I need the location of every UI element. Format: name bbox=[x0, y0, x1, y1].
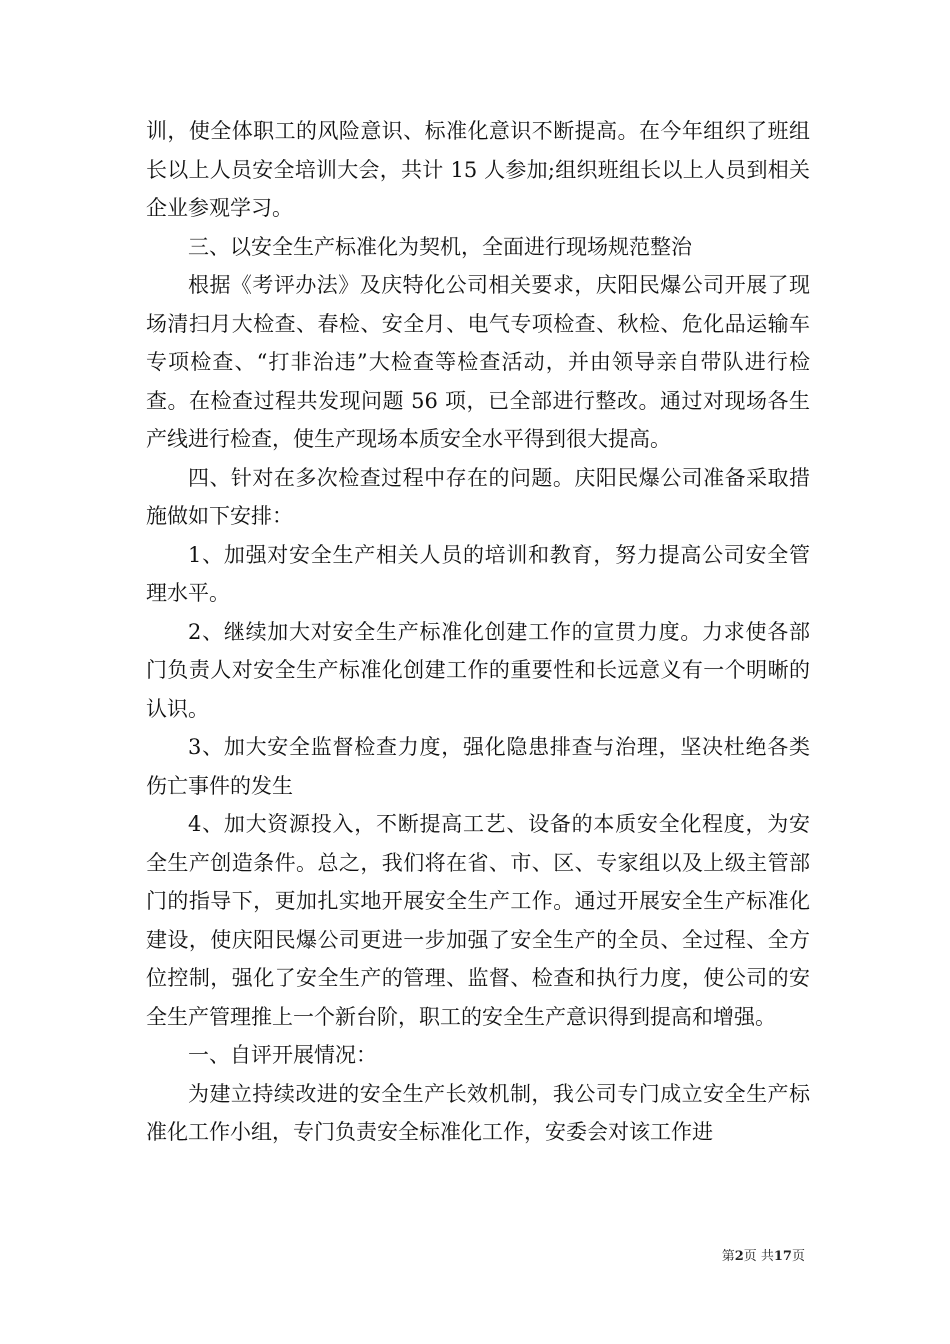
paragraph: 根据《考评办法》及庆特化公司相关要求，庆阳民爆公司开展了现场清扫月大检查、春检、安全月、电气专项检查、秋检、危化品运输车专项检查、“打非治违”大检查等检查活动，并由领导亲自带队进行检查。在检查过程共发现问题 56 项，已全部进行整改。通过对现场各生产线进行检查，使生产现场本质安全水平得到很大提高。 bbox=[146, 273, 810, 451]
list-item: 1、加强对安全生产相关人员的培训和教育，努力提高公司安全管理水平。 bbox=[146, 542, 810, 605]
footer-prefix: 第 bbox=[721, 1249, 735, 1264]
document-body bbox=[146, 112, 810, 1152]
current-page-number: 2 bbox=[734, 1249, 744, 1264]
section-heading-4: 四、针对在多次检查过程中存在的问题。庆阳民爆公司准备采取措施做如下安排： bbox=[146, 465, 810, 528]
section-heading-3: 三、以安全生产标准化为契机，全面进行现场规范整治 bbox=[188, 234, 692, 259]
list-item: 3、加大安全监督检查力度，强化隐患排查与治理，坚决杜绝各类伤亡事件的发生 bbox=[146, 735, 810, 798]
list-item: 4、加大资源投入，不断提高工艺、设备的本质安全化程度，为安全生产创造条件。总之，我们将在省、市、区、专家组以及上级主管部门的指导下，更加扎实地开展安全生产工作。通过开展安全生产标准化建设，使庆阳民爆公司更进一步加强了安全生产的全员、全过程、全方位控制，强化了安全生产的管理、监督、检查和执行力度，使公司的安全生产管理推上一个新台阶，职工的安全生产意识得到提高和增强。 bbox=[146, 812, 810, 1029]
footer-suffix: 页 bbox=[791, 1249, 805, 1264]
paragraph: 为建立持续改进的安全生产长效机制，我公司专门成立安全生产标准化工作小组，专门负责安全标准化工作，安委会对该工作进 bbox=[146, 1081, 810, 1144]
section-heading-1: 一、自评开展情况： bbox=[188, 1043, 377, 1067]
page-number-footer bbox=[722, 1248, 805, 1266]
footer-middle: 页 共 bbox=[743, 1249, 774, 1264]
paragraph-continuation: 训，使全体职工的风险意识、标准化意识不断提高。在今年组织了班组长以上人员安全培训大会，共计 15 人参加;组织班组长以上人员到相关企业参观学习。 bbox=[146, 119, 810, 220]
total-page-number: 17 bbox=[773, 1249, 792, 1264]
list-item: 2、继续加大对安全生产标准化创建工作的宣贯力度。力求使各部门负责人对安全生产标准化创建工作的重要性和长远意义有一个明晰的认识。 bbox=[146, 619, 810, 721]
